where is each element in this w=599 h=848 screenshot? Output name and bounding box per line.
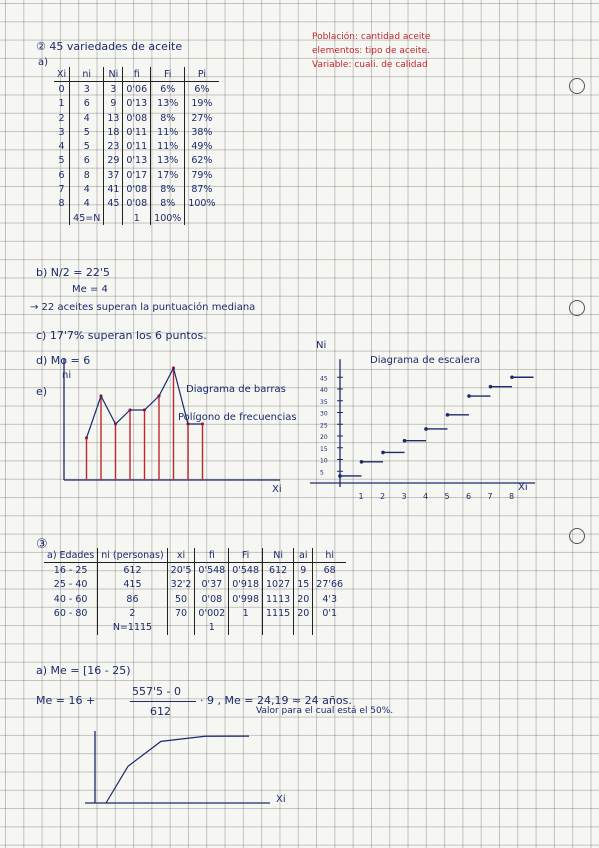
step-y-tick-label: 30 [320, 410, 328, 418]
step-x-tick-label: 8 [509, 492, 515, 501]
step-point [338, 474, 342, 478]
step-point [424, 427, 428, 431]
step-point [381, 451, 385, 455]
xi-label-right: Xi [518, 482, 528, 493]
step-point [403, 439, 407, 443]
step-point [446, 413, 450, 417]
step-y-tick-label: 15 [320, 445, 328, 453]
xi-label-left: Xi [272, 484, 282, 495]
step-x-tick-label: 1 [358, 492, 364, 501]
red-note-3: Variable: cuali. de calidad [312, 60, 428, 70]
ogive-line [106, 736, 249, 803]
exercise-2-header: ② 45 variedades de aceite [36, 40, 183, 53]
part-d-mode: d) Mo = 6 [36, 354, 91, 367]
step-y-tick-label: 20 [320, 434, 328, 441]
polygon-label: Polígono de frecuencias [178, 412, 297, 423]
part-c-statement: c) 17'7% superan los 6 puntos. [36, 329, 207, 342]
formula-rhs: · 9 , Me = 24,19 ≈ 24 años. [200, 694, 352, 707]
step-y-tick-label: 10 [320, 457, 328, 465]
step-chart-label: Diagrama de escalera [370, 355, 481, 366]
red-note-2: elementos: tipo de aceite. [312, 46, 430, 56]
formula-denominator: 612 [150, 705, 171, 718]
part-a3-median-interval: a) Me = [16 - 25) [36, 664, 131, 677]
fraction-bar [130, 701, 196, 702]
step-x-tick-label: 7 [487, 492, 493, 501]
median-note: Valor para el cual está el 50%. [256, 706, 394, 716]
frequency-table-1: Xi ni Ni fi Fi Pi 0 3 3 0'06 6% 6% 1 6 9 0'13 13% 19% 2 4 13 0'08 8% 27% 3 5 18 0'11 11% 38% 4 5 23 0'11 11% 49% 5 6 29 0'13 13% 62% 6 8 37 0'17 17% 79% 7 4 41 0'08 8% 87% 8 4 45 0'08 8% 100% 45=N 1 100% [54, 67, 219, 225]
formula-lhs: Me = 16 + [36, 694, 96, 707]
part-b-n-half: b) N/2 = 22'5 [36, 266, 110, 279]
step-y-tick-label: 35 [320, 398, 328, 406]
step-point [510, 375, 514, 379]
step-point [467, 394, 471, 398]
part-e-label: e) [36, 385, 48, 398]
step-x-tick-label: 4 [423, 492, 429, 501]
right-y-label: Ni [316, 340, 327, 351]
step-y-tick-label: 25 [320, 422, 328, 430]
bar-chart-label: Diagrama de barras [186, 384, 286, 395]
formula-numerator: 557'5 - 0 [132, 685, 181, 698]
part-b-statement: → 22 aceites superan la puntuación mediana [30, 302, 256, 313]
xi-label-ogive: Xi [276, 794, 286, 805]
step-point [489, 385, 493, 389]
step-point [360, 460, 364, 464]
step-y-tick-label: 45 [320, 375, 328, 383]
step-x-tick-label: 5 [444, 492, 450, 501]
step-y-tick-label: 40 [320, 387, 328, 394]
left-y-label: ni [62, 370, 72, 381]
part-a-label: a) [38, 57, 49, 68]
step-x-tick-label: 2 [380, 492, 386, 501]
red-note-1: Población: cantidad aceite [312, 32, 431, 42]
step-y-tick-label: 5 [320, 469, 324, 477]
frequency-table-2: a) Edades ni (personas) xi fi Fi Ni ai hi 16 - 25 612 20'5 0'548 0'548 612 9 68 25 - 40 415 32'2 0'37 0'918 1027 15 27'66 40 - 60 86 50 0'08 0'998 1113 20 4'3 60 - 80 2 70 0'002 1 1115 20 0'1 N=1115 1 [44, 548, 346, 635]
step-x-tick-label: 6 [466, 492, 472, 501]
part-b-median: Me = 4 [72, 284, 108, 295]
step-x-tick-label: 3 [401, 492, 407, 501]
exercise-3-header: ③ [36, 537, 48, 552]
